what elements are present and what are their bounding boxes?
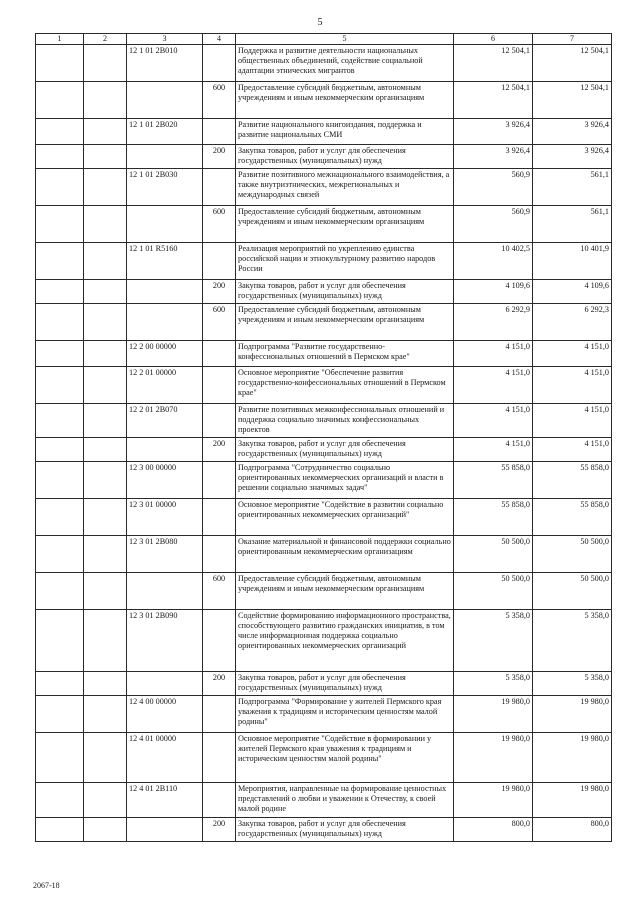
col2-cell <box>84 82 127 119</box>
amount-col6: 560,9 <box>454 169 533 206</box>
col2-cell <box>84 672 127 696</box>
col2-cell <box>84 610 127 672</box>
item-name: Закупка товаров, работ и услуг для обеспечения государственных (муниципальных) нужд <box>236 280 454 304</box>
col1-cell <box>36 304 84 341</box>
item-name: Подпрограмма "Формирование у жителей Пермского края уважения к традициям и историческим ценностям малой родины" <box>236 696 454 733</box>
program-code: 12 2 01 00000 <box>127 367 203 404</box>
item-name: Закупка товаров, работ и услуг для обеспечения государственных (муниципальных) нужд <box>236 438 454 462</box>
col2-cell <box>84 536 127 573</box>
expense-type-code: 200 <box>203 145 236 169</box>
table-row <box>36 733 612 783</box>
expense-type-code: 600 <box>203 304 236 341</box>
amount-col6: 5 358,0 <box>454 672 533 696</box>
amount-col7: 55 858,0 <box>533 462 612 499</box>
item-name: Основное мероприятие "Обеспечение развития государственно-конфессиональных отношений в Пермском крае" <box>236 367 454 404</box>
amount-col6: 55 858,0 <box>454 462 533 499</box>
col2-cell <box>84 119 127 145</box>
amount-col6: 6 292,9 <box>454 304 533 341</box>
program-code: 12 3 01 2В090 <box>127 610 203 672</box>
expense-type-code: 200 <box>203 438 236 462</box>
expense-type-code <box>203 404 236 438</box>
amount-col6: 3 926,4 <box>454 145 533 169</box>
col1-cell <box>36 672 84 696</box>
expense-type-code <box>203 462 236 499</box>
table-row <box>36 82 612 119</box>
program-code: 12 4 01 00000 <box>127 733 203 783</box>
amount-col7: 5 358,0 <box>533 610 612 672</box>
item-name: Предоставление субсидий бюджетным, автономным учреждениям и иным некоммерческим организациям <box>236 206 454 243</box>
program-code: 12 4 01 2В110 <box>127 783 203 818</box>
column-header: 7 <box>533 34 612 45</box>
amount-col6: 4 151,0 <box>454 404 533 438</box>
amount-col7: 4 151,0 <box>533 341 612 367</box>
program-code: 12 1 01 2В020 <box>127 119 203 145</box>
item-name: Поддержка и развитие деятельности национальных общественных объединений, содействие социальной адаптации этнических мигрантов <box>236 45 454 82</box>
col1-cell <box>36 438 84 462</box>
item-name: Предоставление субсидий бюджетным, автономным учреждениям и иным некоммерческим организациям <box>236 304 454 341</box>
program-code <box>127 280 203 304</box>
expense-type-code <box>203 169 236 206</box>
col2-cell <box>84 169 127 206</box>
col1-cell <box>36 206 84 243</box>
amount-col7: 3 926,4 <box>533 145 612 169</box>
col1-cell <box>36 341 84 367</box>
page-number: 5 <box>317 17 323 28</box>
column-header: 1 <box>36 34 84 45</box>
table-row <box>36 573 612 610</box>
table-row <box>36 280 612 304</box>
amount-col7: 6 292,3 <box>533 304 612 341</box>
program-code: 12 1 01 2В010 <box>127 45 203 82</box>
program-code <box>127 304 203 341</box>
amount-col6: 4 151,0 <box>454 438 533 462</box>
col2-cell <box>84 280 127 304</box>
amount-col7: 19 980,0 <box>533 696 612 733</box>
col2-cell <box>84 818 127 842</box>
program-code <box>127 206 203 243</box>
table-row <box>36 536 612 573</box>
col2-cell <box>84 404 127 438</box>
program-code: 12 1 01 2В030 <box>127 169 203 206</box>
col2-cell <box>84 733 127 783</box>
table-row <box>36 499 612 536</box>
expense-type-code: 600 <box>203 206 236 243</box>
program-code: 12 3 01 00000 <box>127 499 203 536</box>
amount-col6: 19 980,0 <box>454 696 533 733</box>
table-row <box>36 672 612 696</box>
expense-type-code <box>203 45 236 82</box>
col1-cell <box>36 169 84 206</box>
expense-type-code: 600 <box>203 573 236 610</box>
item-name: Основное мероприятие "Содействие в развитии социально ориентированных некоммерческих организаций" <box>236 499 454 536</box>
expense-type-code: 200 <box>203 818 236 842</box>
amount-col6: 19 980,0 <box>454 733 533 783</box>
item-name: Развитие позитивного межнационального взаимодействия, а также внутриэтнических, межрегиональных и международных связей <box>236 169 454 206</box>
col2-cell <box>84 45 127 82</box>
amount-col7: 50 500,0 <box>533 573 612 610</box>
table-row <box>36 783 612 818</box>
item-name: Подпрограмма "Сотрудничество социально ориентированных некоммерческих организаций и власти в решении социально значимых задач" <box>236 462 454 499</box>
amount-col6: 55 858,0 <box>454 499 533 536</box>
amount-col6: 5 358,0 <box>454 610 533 672</box>
amount-col7: 12 504,1 <box>533 45 612 82</box>
col1-cell <box>36 462 84 499</box>
expense-type-code <box>203 536 236 573</box>
item-name: Закупка товаров, работ и услуг для обеспечения государственных (муниципальных) нужд <box>236 672 454 696</box>
program-code <box>127 82 203 119</box>
col2-cell <box>84 783 127 818</box>
column-header: 6 <box>454 34 533 45</box>
col2-cell <box>84 206 127 243</box>
expense-type-code <box>203 696 236 733</box>
column-header: 5 <box>236 34 454 45</box>
column-header: 2 <box>84 34 127 45</box>
table-row <box>36 145 612 169</box>
col2-cell <box>84 243 127 280</box>
program-code <box>127 573 203 610</box>
col2-cell <box>84 304 127 341</box>
program-code <box>127 672 203 696</box>
column-header: 4 <box>203 34 236 45</box>
program-code: 12 4 00 00000 <box>127 696 203 733</box>
amount-col7: 4 151,0 <box>533 438 612 462</box>
table-row <box>36 119 612 145</box>
col1-cell <box>36 499 84 536</box>
amount-col7: 561,1 <box>533 206 612 243</box>
item-name: Предоставление субсидий бюджетным, автономным учреждениям и иным некоммерческим организациям <box>236 82 454 119</box>
col1-cell <box>36 573 84 610</box>
col2-cell <box>84 367 127 404</box>
amount-col7: 4 151,0 <box>533 404 612 438</box>
amount-col7: 5 358,0 <box>533 672 612 696</box>
amount-col6: 50 500,0 <box>454 536 533 573</box>
amount-col7: 10 401,9 <box>533 243 612 280</box>
expense-type-code <box>203 367 236 404</box>
amount-col7: 50 500,0 <box>533 536 612 573</box>
col1-cell <box>36 45 84 82</box>
col2-cell <box>84 499 127 536</box>
expense-type-code <box>203 499 236 536</box>
program-code: 12 2 00 00000 <box>127 341 203 367</box>
program-code <box>127 145 203 169</box>
col2-cell <box>84 696 127 733</box>
amount-col6: 4 109,6 <box>454 280 533 304</box>
table-row <box>36 818 612 842</box>
amount-col6: 800,0 <box>454 818 533 842</box>
amount-col6: 12 504,1 <box>454 45 533 82</box>
amount-col6: 560,9 <box>454 206 533 243</box>
col1-cell <box>36 783 84 818</box>
item-name: Реализация мероприятий по укреплению единства российской нации и этнокультурному развитию народов России <box>236 243 454 280</box>
expense-type-code <box>203 733 236 783</box>
col1-cell <box>36 404 84 438</box>
col1-cell <box>36 367 84 404</box>
amount-col7: 19 980,0 <box>533 733 612 783</box>
table-row <box>36 367 612 404</box>
table-row <box>36 341 612 367</box>
table-row <box>36 206 612 243</box>
amount-col7: 4 109,6 <box>533 280 612 304</box>
table-row <box>36 243 612 280</box>
item-name: Закупка товаров, работ и услуг для обеспечения государственных (муниципальных) нужд <box>236 145 454 169</box>
expense-type-code: 200 <box>203 672 236 696</box>
document-id: 2067-18 <box>33 881 60 890</box>
item-name: Содействие формированию информационного пространства, способствующего развитию гражданских инициатив, в том числе информационная поддержка социально ориентированных некоммерческих организаций <box>236 610 454 672</box>
item-name: Оказание материальной и финансовой поддержки социально ориентированным некоммерческим организациям <box>236 536 454 573</box>
amount-col7: 19 980,0 <box>533 783 612 818</box>
amount-col7: 55 858,0 <box>533 499 612 536</box>
program-code: 12 3 01 2В080 <box>127 536 203 573</box>
table-row <box>36 696 612 733</box>
table-row <box>36 438 612 462</box>
expense-type-code: 600 <box>203 82 236 119</box>
amount-col6: 10 402,5 <box>454 243 533 280</box>
col1-cell <box>36 145 84 169</box>
item-name: Мероприятия, направленные на формирование ценностных представлений о любви и уважении к Отечеству, к своей малой родине <box>236 783 454 818</box>
col2-cell <box>84 341 127 367</box>
col1-cell <box>36 818 84 842</box>
program-code <box>127 818 203 842</box>
expense-type-code <box>203 243 236 280</box>
budget-table <box>35 33 612 842</box>
expense-type-code <box>203 341 236 367</box>
item-name: Закупка товаров, работ и услуг для обеспечения государственных (муниципальных) нужд <box>236 818 454 842</box>
col1-cell <box>36 733 84 783</box>
amount-col7: 3 926,4 <box>533 119 612 145</box>
item-name: Предоставление субсидий бюджетным, автономным учреждениям и иным некоммерческим организациям <box>236 573 454 610</box>
amount-col6: 50 500,0 <box>454 573 533 610</box>
col2-cell <box>84 573 127 610</box>
col2-cell <box>84 438 127 462</box>
amount-col6: 4 151,0 <box>454 341 533 367</box>
col2-cell <box>84 145 127 169</box>
amount-col6: 12 504,1 <box>454 82 533 119</box>
amount-col6: 19 980,0 <box>454 783 533 818</box>
table-row <box>36 304 612 341</box>
program-code: 12 1 01 R5160 <box>127 243 203 280</box>
col1-cell <box>36 610 84 672</box>
amount-col6: 4 151,0 <box>454 367 533 404</box>
column-header: 3 <box>127 34 203 45</box>
table-row <box>36 169 612 206</box>
col1-cell <box>36 82 84 119</box>
expense-type-code <box>203 610 236 672</box>
col2-cell <box>84 462 127 499</box>
amount-col7: 561,1 <box>533 169 612 206</box>
amount-col7: 12 504,1 <box>533 82 612 119</box>
amount-col6: 3 926,4 <box>454 119 533 145</box>
expense-type-code <box>203 119 236 145</box>
col1-cell <box>36 243 84 280</box>
item-name: Развитие национального книгоиздания, поддержка и развитие национальных СМИ <box>236 119 454 145</box>
column-header-row <box>36 34 612 45</box>
col1-cell <box>36 536 84 573</box>
item-name: Подпрограмма "Развитие государственно-конфессиональных отношений в Пермском крае" <box>236 341 454 367</box>
item-name: Основное мероприятие "Содействие в формировании у жителей Пермского края уважения к традициям и историческим ценностям малой родины" <box>236 733 454 783</box>
expense-type-code: 200 <box>203 280 236 304</box>
table-row <box>36 45 612 82</box>
amount-col7: 800,0 <box>533 818 612 842</box>
col1-cell <box>36 280 84 304</box>
amount-col7: 4 151,0 <box>533 367 612 404</box>
program-code: 12 2 01 2В070 <box>127 404 203 438</box>
col1-cell <box>36 119 84 145</box>
table-row <box>36 462 612 499</box>
program-code <box>127 438 203 462</box>
item-name: Развитие позитивных межконфессиональных отношений и поддержка социально значимых конфессиональных проектов <box>236 404 454 438</box>
program-code: 12 3 00 00000 <box>127 462 203 499</box>
col1-cell <box>36 696 84 733</box>
table-row <box>36 610 612 672</box>
expense-type-code <box>203 783 236 818</box>
table-row <box>36 404 612 438</box>
